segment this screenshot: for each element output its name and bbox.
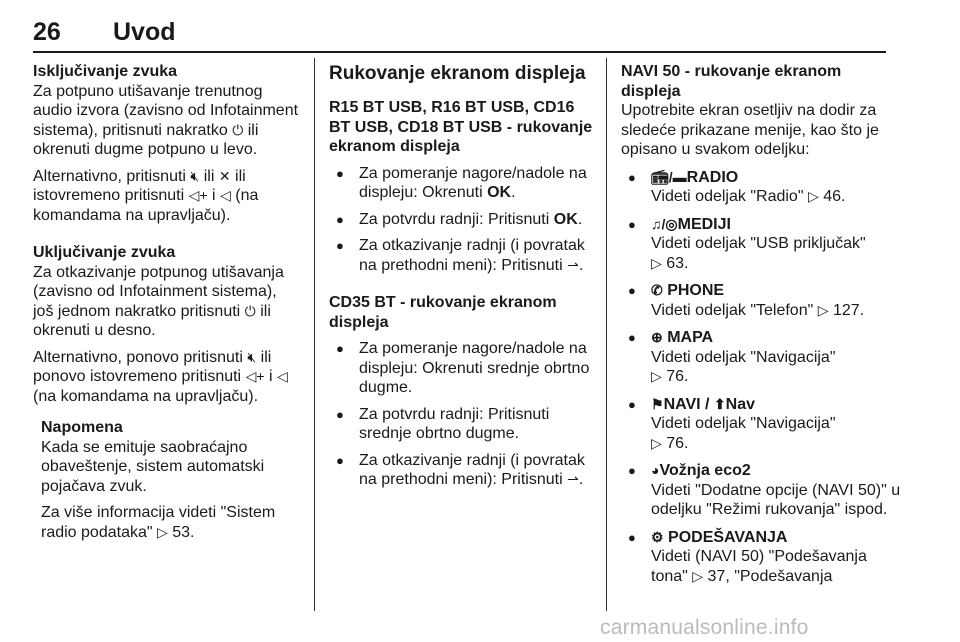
unmute-paragraph-1: Za otkazivanje potpunog utišavanja (zavisno od Infotainment sistema), još jednom nakratko pritisnuti ⏻ ili okrenuti u desno. — [33, 263, 284, 339]
list-item: ● Za potvrdu radnji: Pritisnuti OK. — [329, 210, 595, 230]
power-knob-icon: ⏻ — [244, 302, 256, 319]
page-ref-icon: ▷ — [817, 301, 829, 318]
volume-down-icon: ◁ — [220, 187, 231, 203]
back-arrow-icon: ⇀ — [567, 256, 579, 273]
back-arrow-icon: ⇀ — [567, 471, 579, 487]
page-number: 26 — [33, 18, 61, 46]
page-ref-icon: ▷ — [651, 368, 662, 384]
volume-up-icon: ◁+ — [245, 368, 265, 384]
mute-off-icon: ✕ — [218, 167, 231, 184]
section-title: Rukovanje ekranom displeja — [329, 63, 586, 84]
page-ref-icon: ▷ — [651, 254, 662, 271]
unmute-heading: Uključivanje zvuka — [33, 244, 176, 261]
column-1 — [33, 62, 301, 542]
menu-item-navi: ● ⚑NAVI / ⬆Nav Videti odeljak "Navigacija" ▷ 76. — [621, 395, 901, 454]
column-2 — [329, 62, 595, 490]
list-item: ● Za otkazivanje radnji (i povratak na prethodni meni): Pritisnuti ⇀. — [329, 236, 595, 275]
list-item: ● Za otkazivanje radnji (i povratak na prethodni meni): Pritisnuti ⇀. — [329, 451, 595, 490]
page-ref-icon: ▷ — [157, 523, 168, 540]
watermark: carmanualsonline.info — [600, 616, 809, 639]
volume-down-icon: ◁ — [276, 368, 288, 384]
page-header — [33, 18, 886, 50]
music-note-icon: ♫/◎ — [651, 215, 678, 232]
navi-intro: Upotrebite ekran osetljiv na dodir za sledeće prikazane menije, kao što je opisano u svakom odeljku: — [621, 102, 879, 158]
column-3 — [621, 62, 901, 586]
mute-icon: 🔇︎ — [190, 167, 200, 184]
page-ref-icon: ▷ — [692, 567, 704, 584]
note-paragraph-1: Kada se emituje saobraćajno obaveštenje, sistem automatski pojačava zvuk. — [41, 438, 265, 495]
eco-leaf-icon: ◕ — [651, 462, 660, 478]
list-item: ● Za pomeranje nagore/nadole na displeju: Okrenuti OK. — [329, 164, 595, 203]
column-divider-2 — [606, 58, 607, 611]
flag-icon: ⚑ — [651, 395, 664, 412]
note-box — [33, 418, 301, 542]
list-item: ● Za potvrdu radnji: Pritisnuti srednje obrtno dugme. — [329, 405, 595, 444]
chapter-title: Uvod — [113, 18, 176, 46]
volume-up-icon: ◁+ — [188, 187, 208, 203]
note-paragraph-2: Za više informacija videti "Sistem radio podataka" ▷ 53. — [41, 504, 276, 541]
menu-item-map: ● ⊕ MAPA Videti odeljak "Navigacija" ▷ 76. — [621, 328, 901, 387]
power-knob-icon: ⏻ — [232, 121, 244, 138]
gear-icon: ⚙ — [651, 528, 664, 545]
menu-item-settings: ● ⚙ PODEŠAVANJA Videti (NAVI 50) "Podešavanja tona" ▷ 37, "Podešavanja — [621, 528, 901, 587]
unmute-paragraph-2: Alternativno, ponovo pritisnuti 🔇︎ ili ponovo istovremeno pritisnuti ◁+ i ◁ (na komandama na upravljaču). — [33, 348, 288, 405]
list-item: ● Za pomeranje nagore/nadole na displeju: Okrenuti srednje obrtno dugme. — [329, 339, 595, 398]
globe-icon: ⊕ — [651, 329, 663, 345]
page-ref-icon: ▷ — [651, 434, 662, 451]
sec2-heading: CD35 BT - rukovanje ekranom displeja — [329, 294, 557, 331]
menu-item-phone: ● ✆ PHONE Videti odeljak "Telefon" ▷ 127. — [621, 281, 901, 320]
sec1-heading: R15 BT USB, R16 BT USB, CD16 BT USB, CD18 BT USB - rukovanje ekranom displeja — [329, 99, 593, 155]
menu-item-media: ● ♫/◎MEDIJI Videti odeljak "USB priključak" ▷ 63. — [621, 215, 901, 274]
navi-heading: NAVI 50 - rukovanje ekranom displeja — [621, 63, 842, 100]
phone-icon: ✆ — [651, 282, 663, 298]
menu-item-radio: ● 📻︎/▬RADIO Videti odeljak "Radio" ▷ 46. — [621, 168, 901, 207]
column-divider-1 — [314, 58, 315, 611]
header-rule — [33, 51, 886, 53]
mute-heading: Isključivanje zvuka — [33, 63, 178, 80]
note-heading: Napomena — [41, 419, 123, 436]
mute-icon: 🔇︎ — [247, 348, 257, 365]
page-ref-icon: ▷ — [807, 188, 819, 204]
menu-list — [621, 168, 901, 587]
nav-arrow-icon: ⬆ — [713, 395, 726, 412]
sec2-list — [329, 339, 595, 490]
mute-paragraph-2: Alternativno, pritisnuti 🔇︎ ili ✕ ili istovremeno pritisnuti ◁+ i ◁ (na komandama na upravljaču). — [33, 167, 259, 224]
radio-icon: 📻︎/▬ — [651, 168, 687, 185]
mute-paragraph-1: Za potpuno utišavanje trenutnog audio izvora (zavisno od Infotainment sistema), pritisnuti nakratko ⏻ ili okrenuti dugme potpuno u levo. — [33, 82, 299, 158]
sec1-list — [329, 164, 595, 276]
menu-item-eco: ● ◕Vožnja eco2 Videti "Dodatne opcije (NAVI 50)" u odeljku "Režimi rukovanja" ispod. — [621, 461, 901, 520]
